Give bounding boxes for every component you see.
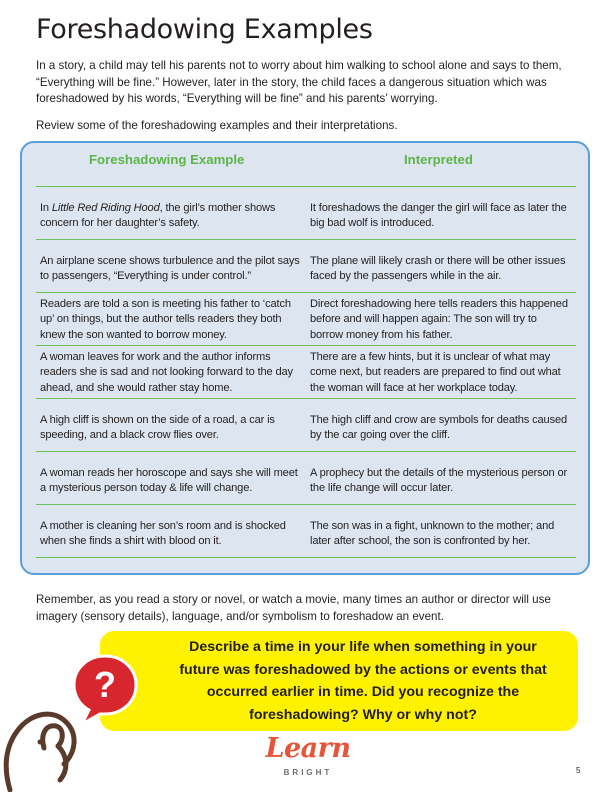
interpreted-cell: It foreshadows the danger the girl will face as later the big bad wolf is introduced. [310, 202, 567, 230]
table-row [36, 293, 576, 346]
example-text-prefix: In [40, 202, 52, 214]
example-cell: Readers are told a son is meeting his father to ‘catch up’ on things, but the author tells readers they both knew the son wanted to borrow money. [40, 298, 291, 341]
interpreted-cell: The son was in a fight, unknown to the mother; and later after school, the son is confronted by her. [310, 520, 555, 548]
interpreted-cell: There are a few hints, but it is unclear of what may come next, but readers are prepared to find out what the woman will face at her workplace today. [310, 351, 561, 394]
svg-text:?: ? [94, 664, 116, 705]
column-header-interpreted: Interpreted [404, 152, 473, 167]
thinking-person-icon [0, 690, 100, 792]
learn-bright-logo [258, 733, 358, 785]
table-row [36, 346, 576, 399]
table-row [36, 187, 576, 240]
examples-table [36, 186, 576, 558]
example-cell: A woman reads her horoscope and says she will meet a mysterious person today & life will change. [40, 467, 298, 495]
example-cell: A mother is cleaning her son’s room and is shocked when she finds a shirt with blood on it. [40, 520, 286, 548]
page-number: 5 [576, 766, 581, 775]
table-row [36, 505, 576, 558]
column-header-example: Foreshadowing Example [89, 152, 245, 167]
page-title: Foreshadowing Examples [36, 14, 373, 45]
logo-word: Learn [265, 733, 351, 764]
table-row [36, 452, 576, 505]
example-text-rest: , the girl’s mother shows concern for her daughter’s safety. [40, 202, 276, 230]
interpreted-cell: The high cliff and crow are symbols for deaths caused by the car going over the cliff. [310, 414, 568, 442]
table-row [36, 240, 576, 293]
example-cell [36, 187, 306, 239]
intro-paragraph: In a story, a child may tell his parents not to worry about him walking to school alone and says to them, “Everything will be fine.” However, later in the story, the child faces a dangerous situation which was foreshadowed by his words, “Everything will be fine” and his parents’ worrying. [36, 59, 562, 105]
table-row [36, 399, 576, 452]
interpreted-cell: Direct foreshadowing here tells readers this happened before and will happen again: The son will try to borrow money from his father. [310, 298, 568, 341]
example-cell: A woman leaves for work and the author informs readers she is sad and not looking forward to the day ahead, and she would rather stay home. [40, 351, 293, 394]
reflection-prompt: Describe a time in your life when something in your future was foreshadowed by the actions or events that occurred earlier in time. Did you recognize the foreshadowing? Why or why not? [179, 639, 547, 723]
logo-subtitle: BRIGHT [283, 768, 333, 777]
interpreted-cell: The plane will likely crash or there will be other issues faced by the passengers while in the air. [310, 255, 566, 283]
story-title: Little Red Riding Hood [51, 202, 160, 214]
example-cell: An airplane scene shows turbulence and the pilot says to passengers, “Everything is under control.” [40, 255, 300, 283]
review-instruction: Review some of the foreshadowing examples and their interpretations. [36, 119, 398, 132]
interpreted-cell: A prophecy but the details of the mysterious person or the life change will occur later. [310, 467, 568, 495]
example-cell: A high cliff is shown on the side of a road, a car is speeding, and a black crow flies over. [40, 414, 275, 442]
closing-paragraph: Remember, as you read a story or novel, or watch a movie, many times an author or director will use imagery (sensory details), language, and/or symbolism to foreshadow an event. [36, 593, 551, 623]
